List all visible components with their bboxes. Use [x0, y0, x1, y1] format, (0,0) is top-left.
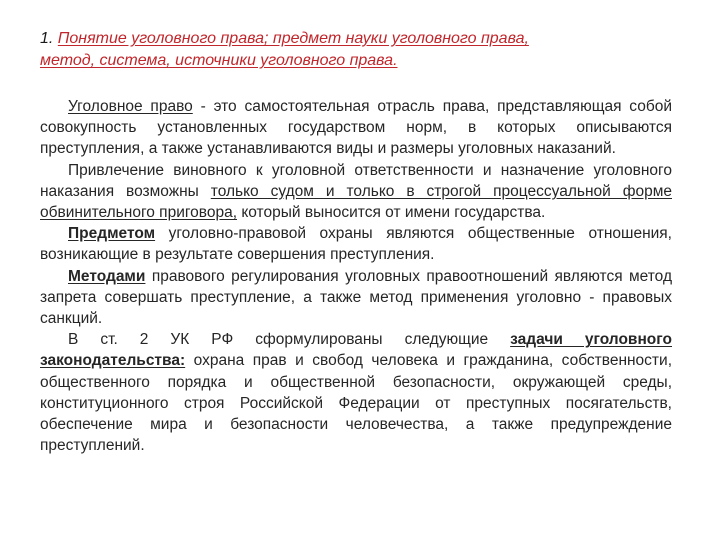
paragraph-subject: [40, 223, 672, 265]
paragraph-tasks: [40, 329, 672, 456]
paragraph-liability: [40, 160, 672, 224]
liability-tail: который выносится от имени государства.: [237, 204, 546, 222]
heading-title-line1: Понятие уголовного права; предмет науки уголовного права,: [57, 30, 529, 47]
paragraph-definition: [40, 96, 672, 160]
methods-text: правового регулирования уголовных правоотношений являются метод запрета совершать преступление, а также метод применения уголовно - правовых санкций.: [40, 267, 672, 328]
liability-lead: Привлечение виновного к уголовной ответственности и назначение уголовного наказания возможны: [40, 161, 672, 200]
heading-number: 1.: [40, 30, 54, 47]
paragraph-methods: [40, 266, 672, 330]
term-criminal-law: Уголовное право: [68, 98, 193, 115]
slide-heading: [40, 28, 680, 72]
tasks-lead: В ст. 2 УК РФ сформулированы следующие: [68, 331, 511, 349]
term-tasks: задачи уголовного законодательства:: [40, 331, 672, 370]
term-methods: Методами: [68, 267, 146, 285]
heading-title-line2: метод, система, источники уголовного права.: [40, 52, 398, 69]
body-text: [40, 96, 672, 456]
subject-text: уголовно-правовой охраны являются общественные отношения, возникающие в результате совершения преступления.: [40, 225, 672, 264]
term-subject: Предметом: [68, 225, 156, 243]
definition-text: - это самостоятельная отрасль права, представляющая собой совокупность установленных государством норм, в которых описываются преступления, а также устанавливаются виды и размеры уголовных наказаний.: [40, 98, 672, 158]
liability-underlined: только судом и только в строгой процессуальной форме обвинительного приговора,: [40, 182, 672, 222]
tasks-text: охрана прав и свобод человека и гражданина, собственности, общественного порядка и общественной безопасности, окружающей среды, конституционного строя Российской Федерации от преступных посягательств, обеспечение мира и безопасности человечества, а также предупреждение преступлений.: [40, 352, 672, 455]
